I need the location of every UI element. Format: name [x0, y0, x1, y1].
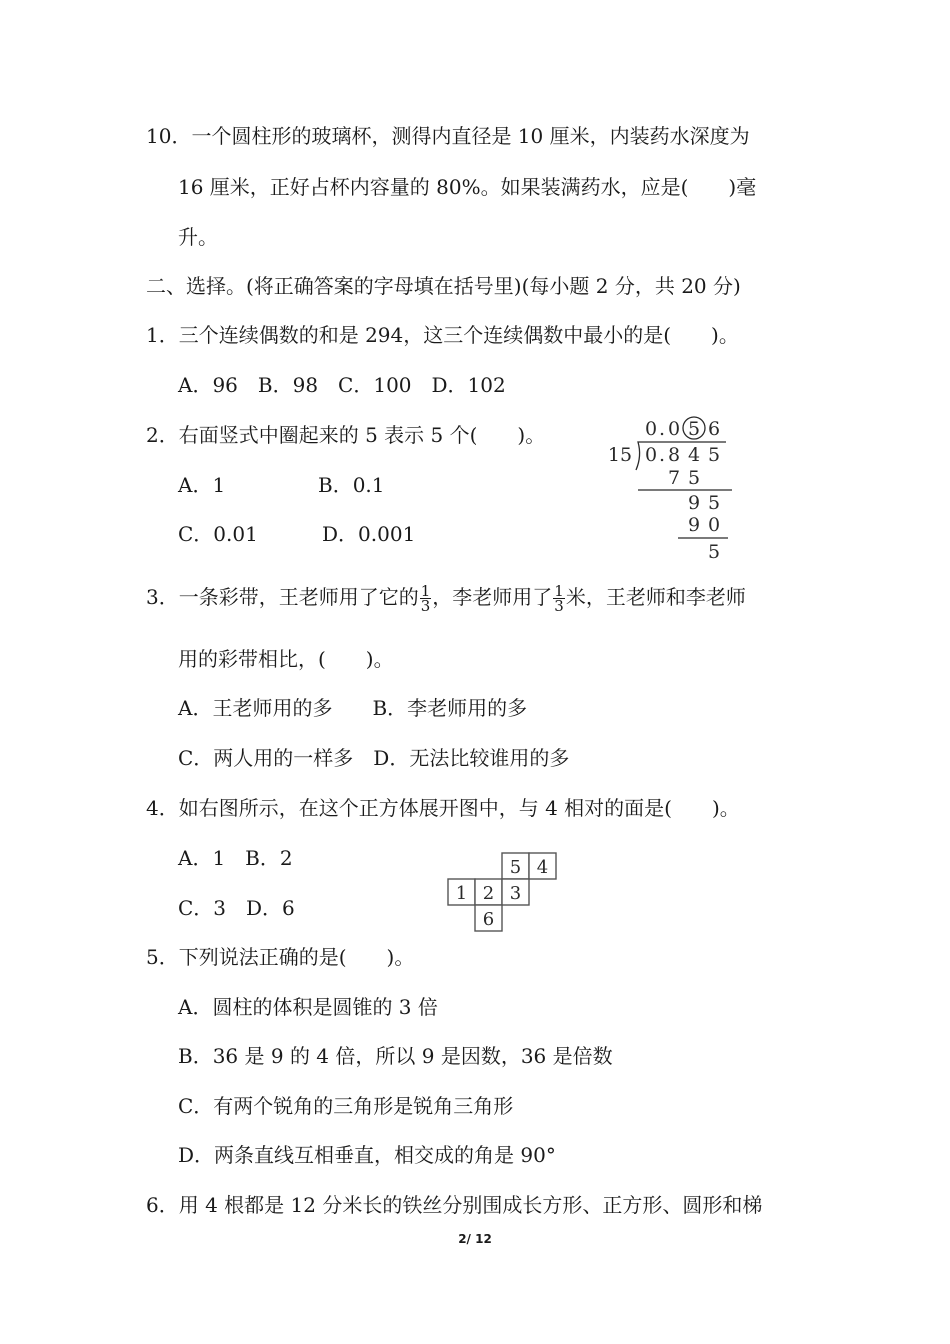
q10-line-2: 16 厘米，正好占杯内容量的 80%。如果装满药水，应是( )毫 [178, 175, 757, 199]
q5-option-d: D．两条直线互相垂直，相交成的角是 90° [178, 1143, 556, 1167]
q2-option-c: C．0.01 [178, 522, 258, 546]
fraction-numerator: 1 [554, 582, 564, 600]
step1-digit: 5 [687, 467, 701, 489]
q2-option-a: A．1 [178, 473, 226, 497]
q3-options-cd: C．两人用的一样多 D．无法比较谁用的多 [178, 746, 570, 770]
net-label: 2 [482, 883, 495, 904]
dividend-digit: 8 [667, 444, 681, 466]
quotient-digit: 0 [644, 418, 658, 440]
section-2-header: 二、选择。(将正确答案的字母填在括号里)(每小题 2 分，共 20 分) [146, 274, 741, 298]
q4-options-ab: A．1 B．2 [178, 846, 293, 870]
q5-option-c: C．有两个锐角的三角形是锐角三角形 [178, 1094, 514, 1118]
q6-line-1: 6．用 4 根都是 12 分米长的铁丝分别围成长方形、正方形、圆形和梯 [146, 1193, 763, 1217]
quotient-digit: 6 [707, 418, 721, 440]
q1-options: A．96 B．98 C．100 D．102 [178, 373, 506, 397]
dividend-digit: 5 [707, 444, 721, 466]
page-number: 2/ 12 [458, 1232, 492, 1246]
q4-stem: 4．如右图所示，在这个正方体展开图中，与 4 相对的面是( )。 [146, 796, 740, 820]
dividend-point: . [658, 444, 666, 466]
q3-options-ab: A．王老师用的多 B．李老师用的多 [178, 696, 528, 720]
q3-line-2: 用的彩带相比，( )。 [178, 647, 394, 671]
long-division-figure [600, 412, 740, 564]
net-label: 1 [455, 883, 468, 904]
q3-text-part-2: ，李老师用了 [432, 585, 553, 609]
q10-line-1: 10．一个圆柱形的玻璃杯，测得内直径是 10 厘米，内装药水深度为 [146, 124, 750, 148]
quotient-digit: 0 [667, 418, 681, 440]
remainder: 5 [707, 541, 721, 563]
q4-options-cd: C．3 D．6 [178, 896, 295, 920]
q2-option-b: B．0.1 [318, 473, 385, 497]
step1-digit: 7 [667, 467, 681, 489]
q2-option-d: D．0.001 [322, 522, 416, 546]
step3-digit: 0 [707, 514, 721, 536]
dividend-digit: 0 [644, 444, 658, 466]
net-label: 3 [509, 883, 522, 904]
q5-stem: 5．下列说法正确的是( )。 [146, 945, 415, 969]
q5-option-b: B．36 是 9 的 4 倍，所以 9 是因数，36 是倍数 [178, 1044, 613, 1068]
cube-net-figure [446, 851, 560, 935]
q5-option-a: A．圆柱的体积是圆锥的 3 倍 [178, 995, 438, 1019]
q1-stem: 1．三个连续偶数的和是 294，这三个连续偶数中最小的是( )。 [146, 323, 739, 347]
net-label: 5 [509, 857, 522, 878]
step2-digit: 5 [707, 492, 721, 514]
q3-text-part-1: 3．一条彩带，王老师用了它的 [146, 585, 419, 609]
q3-text-part-3: 米，王老师和李老师 [565, 585, 746, 609]
quotient-circled-digit: 5 [687, 418, 701, 440]
q3-line-1 [146, 580, 746, 614]
fraction-numerator: 1 [420, 582, 431, 600]
q10-line-3: 升。 [178, 225, 218, 249]
step3-digit: 9 [687, 514, 701, 536]
step2-digit: 9 [687, 492, 701, 514]
net-label: 6 [482, 909, 495, 930]
dividend-digit: 4 [687, 444, 701, 466]
fraction-denominator: 3 [554, 597, 564, 615]
fraction-denominator: 3 [420, 597, 431, 615]
net-label: 4 [536, 857, 549, 878]
q2-stem: 2．右面竖式中圈起来的 5 表示 5 个( )。 [146, 423, 546, 447]
fraction-one-third [420, 584, 432, 613]
divisor: 15 [607, 444, 633, 466]
quotient-point: . [658, 418, 666, 440]
fraction-one-third-meter [553, 584, 565, 613]
